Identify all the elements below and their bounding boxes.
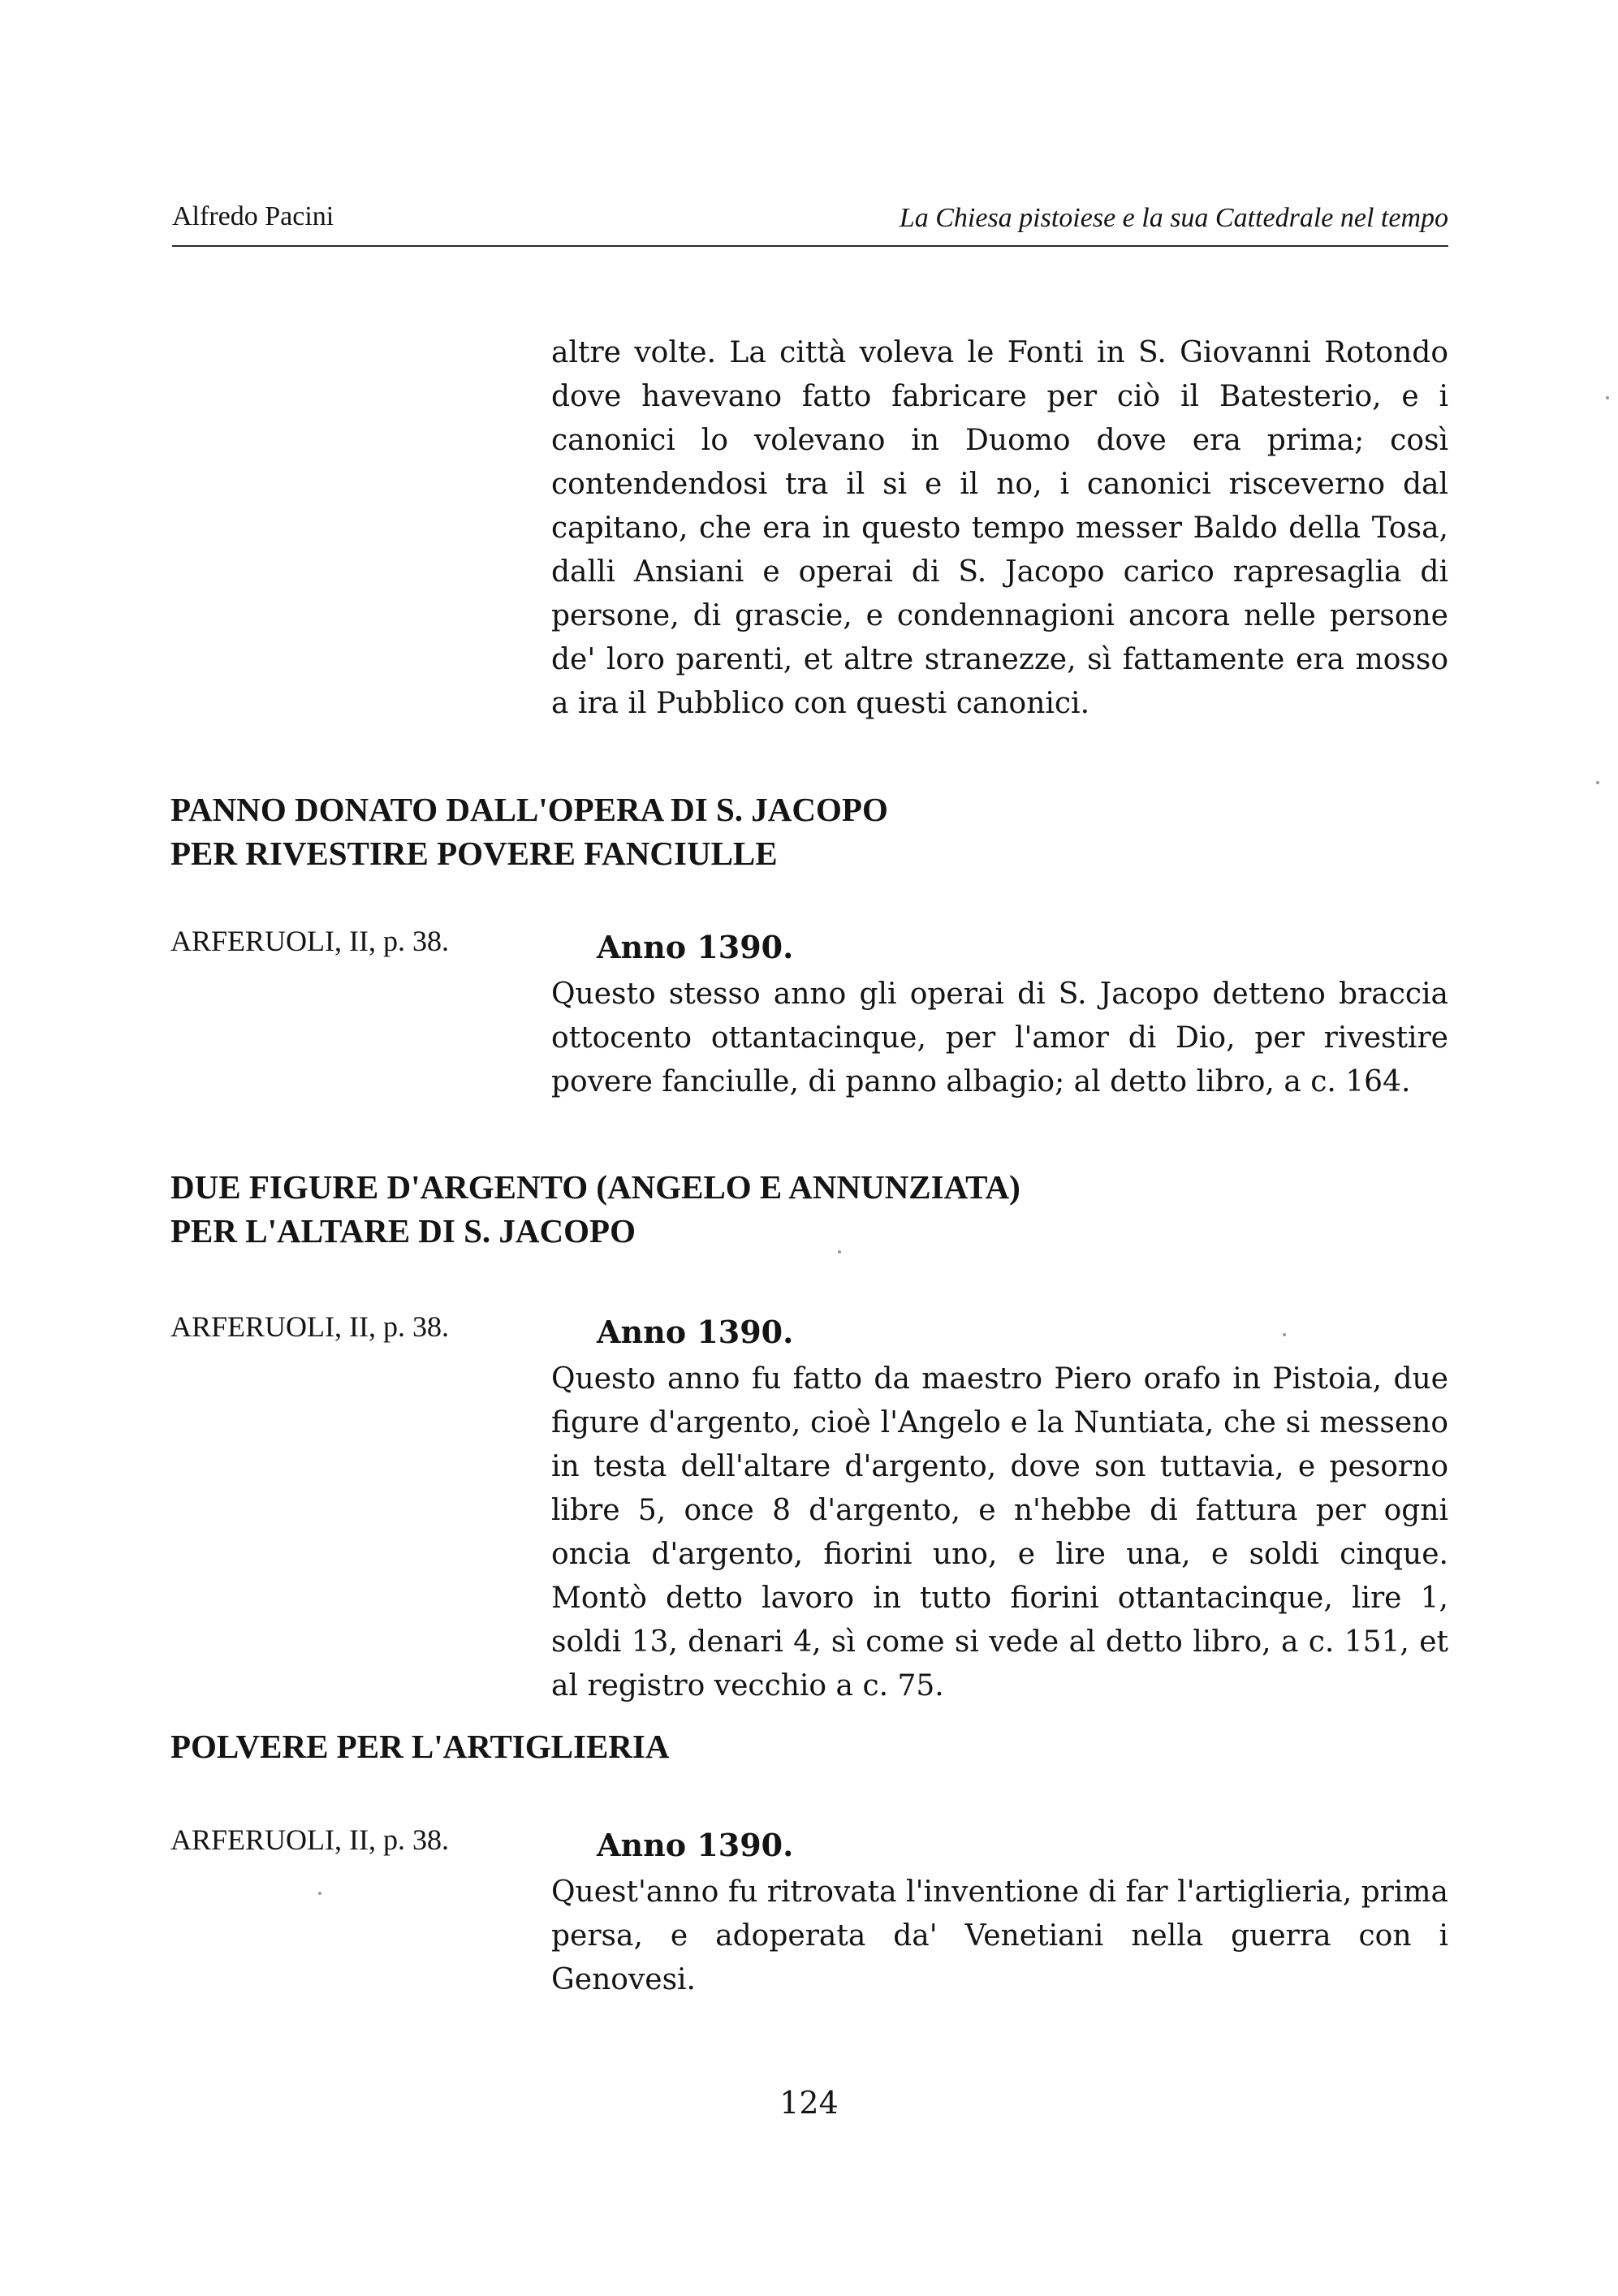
section-2-year: Anno 1390. xyxy=(597,1314,794,1350)
scan-speck xyxy=(1596,781,1599,784)
running-header xyxy=(172,196,1448,247)
section-1-heading xyxy=(170,788,1388,875)
section-2-heading-line-1: DUE FIGURE D'ARGENTO (ANGELO E ANNUNZIATA) xyxy=(170,1168,1020,1206)
section-1-heading-line-1: PANNO DONATO DALL'OPERA DI S. JACOPO xyxy=(170,791,888,828)
section-1-heading-line-2: PER RIVESTIRE POVERE FANCIULLE xyxy=(170,835,778,872)
section-1-year: Anno 1390. xyxy=(597,929,794,965)
section-2-text: Questo anno fu fatto da maestro Piero orafo in Pistoia, due figure d'argento, cioè l'Angelo e la Nuntiata, che si messeno in testa dell'altare d'argento, dove son tuttavia, e pesorno libre 5, once 8 d'argento, e n'hebbe di fattura per ogni oncia d'argento, fiorini uno, e lire una, e soldi cinque. Montò detto lavoro in tutto fiorini ottantacinque, lire 1, soldi 13, denari 4, sì come si vede al detto libro, a c. 151, et al registro vecchio a c. 75. xyxy=(551,1362,1448,1703)
section-3-heading-line-1: POLVERE PER L'ARTIGLIERIA xyxy=(170,1728,670,1765)
section-2-heading-line-2: PER L'ALTARE DI S. JACOPO xyxy=(170,1212,636,1249)
section-3-source-ref: ARFERUOLI, II, p. 38. xyxy=(170,1823,449,1856)
scan-speck xyxy=(1283,1333,1286,1336)
section-1-source-ref: ARFERUOLI, II, p. 38. xyxy=(170,925,449,957)
header-author: Alfredo Pacini xyxy=(172,201,334,231)
page-number: 124 xyxy=(779,2085,839,2121)
scan-speck xyxy=(1606,396,1609,399)
header-title: La Chiesa pistoiese e la sua Cattedrale nel tempo xyxy=(899,203,1448,233)
scan-speck xyxy=(838,1250,841,1254)
section-3-heading xyxy=(170,1724,1388,1768)
scan-speck xyxy=(318,1892,321,1895)
section-3-year: Anno 1390. xyxy=(597,1827,794,1863)
section-2-source-ref: ARFERUOLI, II, p. 38. xyxy=(170,1310,449,1343)
section-2-heading xyxy=(170,1165,1388,1253)
intro-paragraph: altre volte. La città voleva le Fonti in S. Giovanni Rotondo dove havevano fatto fabricare per ciò il Batesterio, e i canonici lo volevano in Duomo dove era prima; così contendendosi tra il si e il no, i canonici risceverno dal capitano, che era in questo tempo messer Baldo della Tosa, dalli Ansiani e operai di S. Jacopo carico rapresaglia di persone, di grascie, e condennagioni ancora nelle persone de' loro parenti, et altre stranezze, sì fattamente era mosso a ira il Pubblico con questi canonici. xyxy=(551,336,1448,720)
section-1-text: Questo stesso anno gli operai di S. Jacopo detteno braccia ottocento ottantacinque, per l'amor di Dio, per rivestire povere fanciulle, di panno albagio; al detto libro, a c. 164. xyxy=(551,978,1448,1098)
section-3-text: Quest'anno fu ritrovata l'inventione di far l'artiglieria, prima persa, e adoperata da' Venetiani nella guerra con i Genovesi. xyxy=(551,1875,1448,1996)
